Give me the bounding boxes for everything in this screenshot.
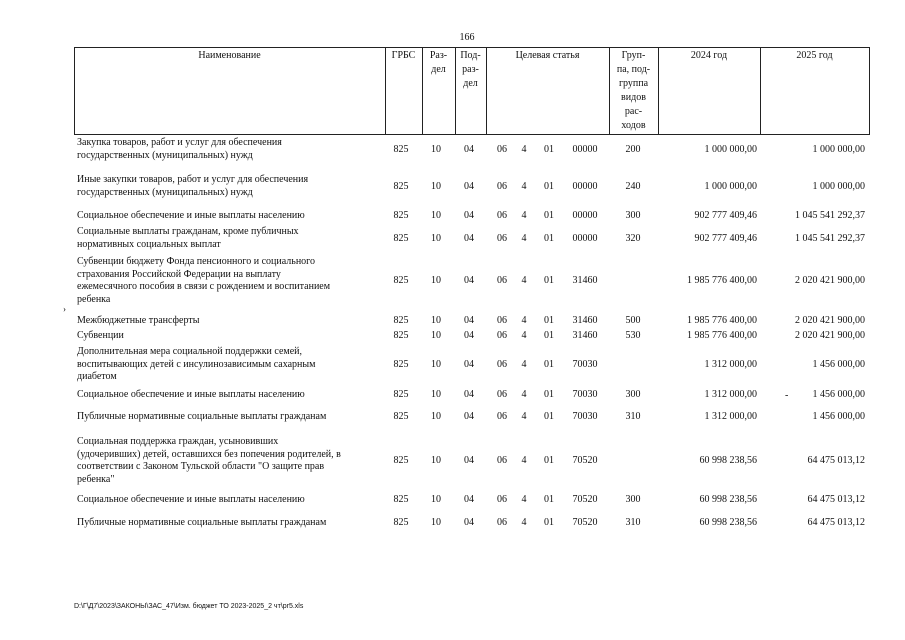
cell-group: 500: [625, 315, 641, 327]
row-name: Социальная поддержка граждан, усыновивших (удочеривших) детей, оставшихся без попечения родителей, в соответствии с Законом Тульской области "О защите прав ребенка": [77, 436, 341, 485]
cell-razdel: 10: [431, 330, 441, 342]
cell-cs1: 06: [497, 455, 507, 466]
cell-cs2: 4: [521, 330, 527, 342]
cell-y2025: 64 475 013,12: [807, 517, 865, 529]
table-row: [74, 330, 874, 343]
cell-cs4: 70030: [572, 358, 598, 370]
cell-podrazdel: 04: [464, 455, 474, 466]
cell-cs3: 01: [544, 411, 554, 423]
header-target-article: Целевая статья: [515, 50, 580, 61]
margin-mark: ›: [63, 304, 66, 314]
page-number: 166: [459, 32, 475, 43]
table-row: [74, 389, 874, 402]
cell-cs4: 00000: [572, 232, 598, 244]
cell-y2024: 1 985 776 400,00: [687, 330, 757, 342]
cell-podrazdel: 04: [464, 330, 474, 342]
cell-podrazdel: 04: [464, 210, 474, 222]
cell-razdel: 10: [431, 389, 441, 401]
cell-grbs: 825: [393, 210, 409, 222]
cell-y2024: 60 998 238,56: [699, 494, 757, 506]
cell-grbs: 825: [393, 389, 409, 401]
table-header: [74, 47, 870, 135]
cell-cs2: 4: [521, 494, 527, 506]
cell-cs3: 01: [544, 330, 554, 342]
cell-y2024: 1 312 000,00: [704, 389, 757, 401]
table-row: [74, 494, 874, 507]
cell-cs3: 01: [544, 275, 554, 286]
cell-razdel: 10: [431, 143, 441, 155]
cell-grbs: 825: [393, 517, 409, 529]
cell-razdel: 10: [431, 315, 441, 327]
cell-cs1: 06: [497, 210, 507, 222]
cell-y2024: 902 777 409,46: [694, 210, 757, 222]
cell-grbs: 825: [393, 411, 409, 423]
cell-cs1: 06: [497, 232, 507, 244]
cell-razdel: 10: [431, 517, 441, 529]
cell-y2024: 1 312 000,00: [704, 358, 757, 370]
cell-grbs: 825: [393, 275, 409, 286]
cell-group: 530: [625, 330, 641, 342]
row-name: Социальное обеспечение и иные выплаты населению: [77, 210, 305, 221]
cell-y2024: 1 985 776 400,00: [687, 315, 757, 327]
cell-cs2: 4: [521, 358, 527, 370]
cell-cs1: 06: [497, 389, 507, 401]
cell-group: 300: [625, 494, 641, 506]
cell-cs2: 4: [521, 315, 527, 327]
cell-podrazdel: 04: [464, 517, 474, 529]
table-row: [74, 226, 874, 251]
cell-y2024: 1 312 000,00: [704, 411, 757, 423]
table-row: [74, 256, 874, 306]
cell-razdel: 10: [431, 494, 441, 506]
header-2025: 2025 год: [796, 50, 833, 61]
cell-y2024: 1 000 000,00: [704, 180, 757, 192]
table-row: [74, 517, 874, 530]
cell-grbs: 825: [393, 232, 409, 244]
cell-razdel: 10: [431, 232, 441, 244]
file-path-footer: D:\Г\Д7\2023\ЗАКОНЫ\ЗАС_47\Изм. бюджет ТО 2023-2025_2 чт\pr5.xls: [74, 603, 304, 610]
cell-cs3: 01: [544, 180, 554, 192]
cell-cs3: 01: [544, 143, 554, 155]
cell-grbs: 825: [393, 180, 409, 192]
cell-cs3: 01: [544, 517, 554, 529]
cell-cs2: 4: [521, 411, 527, 423]
row-name: Социальное обеспечение и иные выплаты населению: [77, 494, 305, 505]
cell-y2024: 1 000 000,00: [704, 143, 757, 155]
cell-cs1: 06: [497, 275, 507, 286]
cell-cs4: 00000: [572, 210, 598, 222]
cell-podrazdel: 04: [464, 494, 474, 506]
cell-cs1: 06: [497, 143, 507, 155]
cell-cs3: 01: [544, 358, 554, 370]
row-name: Публичные нормативные социальные выплаты гражданам: [77, 411, 327, 422]
cell-y2025: 1 456 000,00: [812, 389, 865, 401]
cell-cs2: 4: [521, 232, 527, 244]
cell-cs4: 00000: [572, 180, 598, 192]
cell-y2025: 2 020 421 900,00: [795, 330, 865, 342]
cell-podrazdel: 04: [464, 275, 474, 286]
cell-y2025: 2 020 421 900,00: [795, 275, 865, 286]
cell-y2025: 2 020 421 900,00: [795, 315, 865, 327]
row-name: Субвенции: [77, 330, 124, 341]
cell-podrazdel: 04: [464, 358, 474, 370]
cell-cs2: 4: [521, 389, 527, 401]
cell-cs4: 70520: [572, 494, 598, 506]
row-name: Дополнительная мера социальной поддержки семей, воспитывающих детей с инсулинозависимым сахарным диабетом: [77, 346, 316, 382]
table-row: [74, 174, 874, 199]
cell-cs3: 01: [544, 455, 554, 466]
cell-razdel: 10: [431, 455, 441, 466]
cell-group: 310: [625, 411, 641, 423]
row-name: Публичные нормативные социальные выплаты гражданам: [77, 517, 327, 528]
cell-razdel: 10: [431, 210, 441, 222]
cell-cs4: 70030: [572, 389, 598, 401]
cell-y2025: 64 475 013,12: [807, 494, 865, 506]
row-name: Закупка товаров, работ и услуг для обеспечения государственных (муниципальных) нужд: [77, 137, 282, 161]
header-2024: 2024 год: [690, 50, 728, 61]
cell-cs4: 70030: [572, 411, 598, 423]
cell-cs1: 06: [497, 494, 507, 506]
cell-razdel: 10: [431, 180, 441, 192]
cell-podrazdel: 04: [464, 411, 474, 423]
cell-cs4: 70520: [572, 517, 598, 529]
cell-cs3: 01: [544, 494, 554, 506]
cell-cs1: 06: [497, 358, 507, 370]
cell-y2025: 1 000 000,00: [812, 180, 865, 192]
cell-cs3: 01: [544, 210, 554, 222]
cell-group: 320: [625, 232, 641, 244]
cell-group: 300: [625, 210, 641, 222]
cell-y2024: 1 985 776 400,00: [687, 275, 757, 286]
dash-mark: -: [785, 390, 789, 401]
header-expense-group: Груп- па, под- группа видов рас- ходов: [616, 50, 651, 131]
cell-razdel: 10: [431, 358, 441, 370]
cell-y2025: 64 475 013,12: [807, 455, 865, 466]
table-row: [74, 411, 874, 424]
cell-cs4: 31460: [572, 275, 598, 286]
cell-cs1: 06: [497, 330, 507, 342]
cell-y2025: 1 456 000,00: [812, 358, 865, 370]
cell-cs4: 70520: [572, 455, 598, 466]
cell-grbs: 825: [393, 494, 409, 506]
cell-cs3: 01: [544, 389, 554, 401]
cell-grbs: 825: [393, 143, 409, 155]
header-grbs: ГРБС: [391, 50, 416, 61]
cell-grbs: 825: [393, 315, 409, 327]
row-name: Иные закупки товаров, работ и услуг для обеспечения государственных (муниципальных) нужд: [77, 174, 309, 198]
cell-cs3: 01: [544, 315, 554, 327]
cell-y2024: 902 777 409,46: [694, 232, 757, 244]
header-podrazdel: Под- раз- дел: [460, 50, 481, 89]
cell-group: 310: [625, 517, 641, 529]
cell-cs4: 31460: [572, 330, 598, 342]
row-name: Социальные выплаты гражданам, кроме публичных нормативных социальных выплат: [77, 226, 299, 250]
cell-y2025: 1 045 541 292,37: [795, 210, 865, 222]
cell-y2024: 60 998 238,56: [699, 517, 757, 529]
table-row: [74, 210, 874, 223]
cell-podrazdel: 04: [464, 143, 474, 155]
cell-y2025: 1 456 000,00: [812, 411, 865, 423]
cell-cs1: 06: [497, 411, 507, 423]
cell-group: 200: [625, 143, 641, 155]
cell-podrazdel: 04: [464, 315, 474, 327]
table-row: [74, 436, 874, 486]
cell-razdel: 10: [431, 275, 441, 286]
cell-podrazdel: 04: [464, 389, 474, 401]
cell-group: 300: [625, 389, 641, 401]
table-row: [74, 315, 874, 328]
cell-y2025: 1 045 541 292,37: [795, 232, 865, 244]
cell-podrazdel: 04: [464, 180, 474, 192]
cell-cs4: 00000: [572, 143, 598, 155]
cell-y2025: 1 000 000,00: [812, 143, 865, 155]
row-name: Межбюджетные трансферты: [77, 315, 200, 326]
cell-cs1: 06: [497, 517, 507, 529]
table-row: [74, 346, 874, 384]
cell-cs2: 4: [521, 455, 527, 466]
cell-cs2: 4: [521, 180, 527, 192]
cell-cs1: 06: [497, 180, 507, 192]
table-row: [74, 137, 874, 162]
row-name: Социальное обеспечение и иные выплаты населению: [77, 389, 305, 400]
cell-razdel: 10: [431, 411, 441, 423]
cell-podrazdel: 04: [464, 232, 474, 244]
header-razdel: Раз- дел: [429, 50, 448, 75]
cell-grbs: 825: [393, 358, 409, 370]
header-name: Наименование: [198, 50, 261, 61]
cell-cs3: 01: [544, 232, 554, 244]
cell-cs1: 06: [497, 315, 507, 327]
cell-grbs: 825: [393, 330, 409, 342]
cell-cs2: 4: [521, 275, 527, 286]
row-name: Субвенции бюджету Фонда пенсионного и социального страхования Российской Федерации на выплату ежемесячного пособия в связи с рождением и воспитанием ребенка: [77, 256, 331, 305]
cell-cs2: 4: [521, 517, 527, 529]
cell-cs2: 4: [521, 210, 527, 222]
cell-group: 240: [625, 180, 641, 192]
cell-y2024: 60 998 238,56: [699, 455, 757, 466]
cell-cs4: 31460: [572, 315, 598, 327]
cell-cs2: 4: [521, 143, 527, 155]
cell-grbs: 825: [393, 455, 409, 466]
